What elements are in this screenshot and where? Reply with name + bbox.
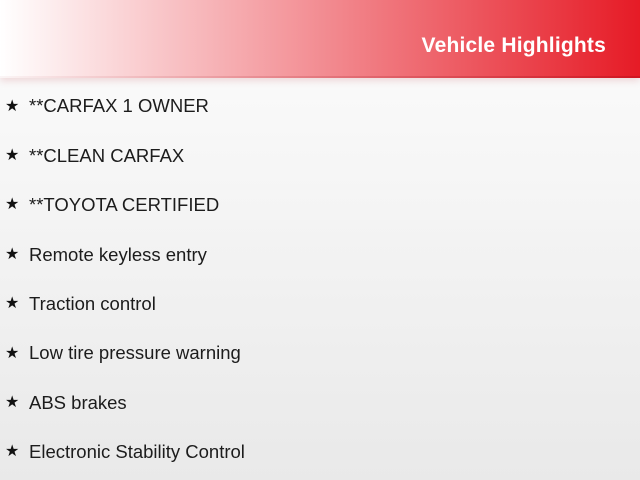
list-item [0,230,640,279]
highlight-label: ABS brakes [29,391,127,413]
star-icon: ★ [5,147,20,165]
list-item [0,329,640,378]
list-item [0,131,640,180]
page-title: Vehicle Highlights [421,33,606,57]
star-icon: ★ [5,196,20,214]
header-banner [0,0,640,78]
star-icon: ★ [5,443,20,461]
highlight-label: Traction control [29,293,156,314]
highlight-label: **CARFAX 1 OWNER [29,95,209,117]
list-item [0,82,640,131]
highlight-list [0,82,640,477]
highlight-label: Electronic Stability Control [29,441,245,463]
list-item [0,181,640,230]
list-item [0,428,640,477]
star-icon: ★ [5,245,20,263]
highlight-label: Remote keyless entry [29,243,207,265]
highlight-label: Low tire pressure warning [29,342,241,364]
highlight-label: **TOYOTA CERTIFIED [29,194,220,216]
star-icon: ★ [5,295,20,313]
list-item [0,378,640,427]
star-icon: ★ [5,97,20,115]
list-item [0,280,640,329]
star-icon: ★ [5,344,20,362]
highlight-label: **CLEAN CARFAX [29,144,185,166]
star-icon: ★ [5,394,20,412]
